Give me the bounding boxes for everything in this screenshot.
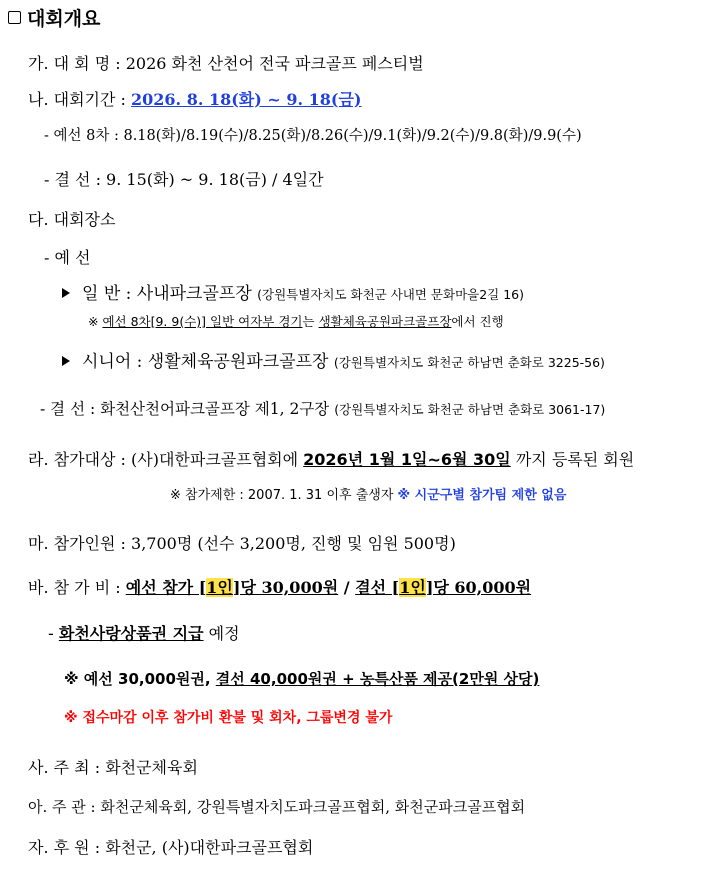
final-schedule: - 결 선 : 9. 15(화) ~ 9. 18(금) / 4일간 xyxy=(44,170,324,189)
general-venue-address: (강원특별자치도 화천군 사내면 문화마을2길 16) xyxy=(257,287,525,302)
per-person-highlight: 1인 xyxy=(206,578,233,597)
section-title: 대회개요 xyxy=(8,8,100,31)
senior-venue-address: (강원특별자치도 화천군 하남면 춘화로 3225-56) xyxy=(333,355,605,370)
checkbox-square-icon xyxy=(8,11,21,24)
triangle-bullet-icon xyxy=(62,288,70,298)
prelim-schedule: - 예선 8차 : 8.18(화)/8.19(수)/8.25(화)/8.26(수)/9.1(화)/9.2(수)/9.8(화)/9.9(수) xyxy=(44,128,582,144)
voucher-note: ※ 예선 30,000원권, 결선 40,000원권 + 농특산품 제공(2만원 상당) xyxy=(64,670,540,688)
general-venue-label: 일 반 : 사내파크골프장 xyxy=(82,284,252,304)
event-name: 2026 화천 산천어 전국 파크골프 페스티벌 xyxy=(125,54,424,73)
voucher-line: - 화천사랑상품권 지급 예정 xyxy=(48,624,240,643)
final-venue-label: - 결 선 : 화천산천어파크골프장 제1, 2구장 xyxy=(40,400,330,418)
final-venue xyxy=(40,400,605,419)
senior-venue xyxy=(62,352,605,372)
item-sa: 사. 주 최 : 화천군체육회 xyxy=(28,758,198,777)
item-na-label: 나. 대회기간 : xyxy=(28,90,132,109)
item-na xyxy=(28,90,362,109)
item-ma: 마. 참가인원 : 3,700명 (선수 3,200명, 진행 및 임원 500명) xyxy=(28,534,456,553)
registration-dates: 2026년 1월 1일~6월 30일 xyxy=(303,450,511,469)
triangle-bullet-icon xyxy=(62,356,70,366)
item-da: 다. 대회장소 xyxy=(28,210,116,229)
general-venue xyxy=(62,284,524,304)
item-ja: 자. 후 원 : 화천군, (사)대한파크골프협회 xyxy=(28,838,314,857)
senior-venue-label: 시니어 : 생활체육공원파크골프장 xyxy=(82,352,329,372)
no-team-limit-note: ※ 시군구별 참가팀 제한 없음 xyxy=(397,488,567,503)
item-ra: 라. 참가대상 : (사)대한파크골프협회에 2026년 1월 1일~6월 30일 까지 등록된 회원 xyxy=(28,450,635,469)
refund-note: ※ 접수마감 이후 참가비 환불 및 회차, 그룹변경 불가 xyxy=(64,710,393,726)
item-a: 아. 주 관 : 화천군체육회, 강원특별자치도파크골프협회, 화천군파크골프협회 xyxy=(28,798,526,816)
final-venue-address: (강원특별자치도 화천군 하남면 춘화로 3061-17) xyxy=(334,402,606,417)
voucher-text: 화천사랑상품권 지급 xyxy=(58,624,204,643)
prelim-venue-heading: - 예 선 xyxy=(44,248,91,267)
general-venue-note: ※ 예선 8차[9. 9(수)] 일반 여자부 경기는 생활체육공원파크골프장에서 진행 xyxy=(88,314,504,329)
event-period: 2026. 8. 18(화) ~ 9. 18(금) xyxy=(131,90,362,109)
eligibility-note: ※ 참가제한 : 2007. 1. 31 이후 출생자 ※ 시군구별 참가팀 제한 없음 xyxy=(170,488,567,503)
item-ba: 바. 참 가 비 : 예선 참가 [1인]당 30,000원 / 결선 [1인]당 60,000원 xyxy=(28,578,532,597)
item-ga-label: 가. 대 회 명 : xyxy=(28,54,126,73)
item-ga xyxy=(28,54,424,73)
per-person-highlight: 1인 xyxy=(399,578,426,597)
